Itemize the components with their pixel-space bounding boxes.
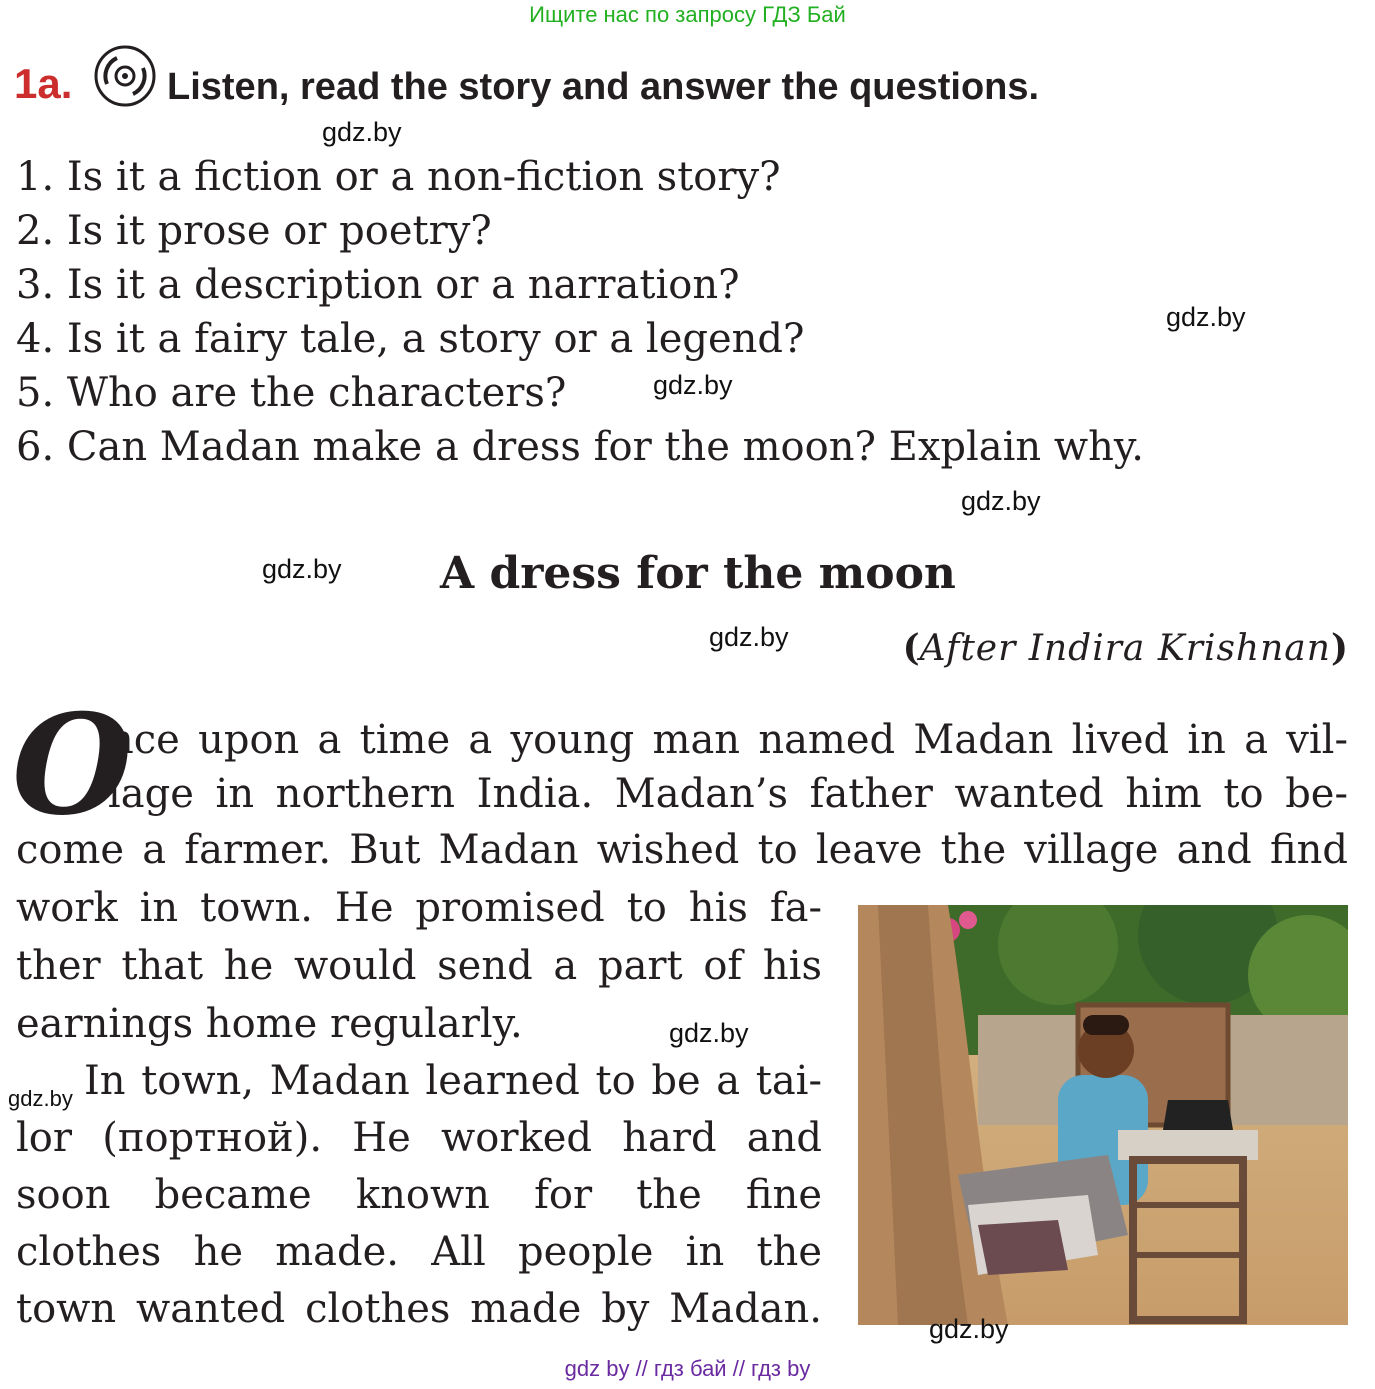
top-note: Ищите нас по запросу ГДЗ Бай xyxy=(529,2,846,27)
story-line: nce upon a time a young man named Madan lived in a vil- xyxy=(108,717,1348,763)
story-title: A dress for the moon xyxy=(440,548,956,599)
watermark: gdz.by xyxy=(8,1086,73,1111)
question-2: 2. Is it prose or poetry? xyxy=(16,208,492,254)
drop-cap: O xyxy=(12,683,133,846)
story-line: earnings home regularly. xyxy=(16,1001,523,1047)
watermark: gdz.by xyxy=(929,1314,1009,1344)
story-line: work in town. He promised to his fa- xyxy=(16,885,822,931)
question-5: 5. Who are the characters? xyxy=(16,370,567,416)
story-line: town wanted clothes made by Madan. xyxy=(16,1286,822,1332)
watermark: gdz.by xyxy=(669,1018,749,1048)
question-6: 6. Can Madan make a dress for the moon? Explain why. xyxy=(16,424,1144,470)
watermark: gdz.by xyxy=(961,486,1041,516)
story-line: soon became known for the fine xyxy=(16,1172,822,1218)
exercise-number: 1a. xyxy=(14,60,73,107)
story-line: come a farmer. But Madan wished to leave the village and find xyxy=(16,827,1348,873)
watermark: gdz.by xyxy=(322,117,402,147)
watermark: gdz.by xyxy=(709,622,789,652)
question-4: 4. Is it a fairy tale, a story or a legend? xyxy=(16,316,805,362)
story-line: In town, Madan learned to be a tai- xyxy=(84,1058,822,1104)
watermark: gdz.by xyxy=(1166,302,1246,332)
footer-note: gdz by // гдз бай // гдз by xyxy=(564,1356,811,1381)
story-line: clothes he made. All people in the xyxy=(16,1229,822,1275)
audio-cd-icon[interactable] xyxy=(93,44,157,108)
watermark: gdz.by xyxy=(653,370,733,400)
story-line: lage in northern India. Madan’s father wanted him to be- xyxy=(108,771,1348,817)
story-line: ther that he would send a part of his xyxy=(16,943,822,989)
tailor-photo xyxy=(858,905,1348,1325)
author-name: After Indira Krishnan xyxy=(919,628,1331,669)
exercise-title: Listen, read the story and answer the questions. xyxy=(167,66,1040,108)
question-3: 3. Is it a description or a narration? xyxy=(16,262,740,308)
watermark: gdz.by xyxy=(262,554,342,584)
question-1: 1. Is it a fiction or a non-fiction story? xyxy=(16,154,781,200)
story-line: lor (портной). He worked hard and xyxy=(16,1115,822,1161)
story-author: (After Indira Krishnan) xyxy=(902,627,1348,669)
